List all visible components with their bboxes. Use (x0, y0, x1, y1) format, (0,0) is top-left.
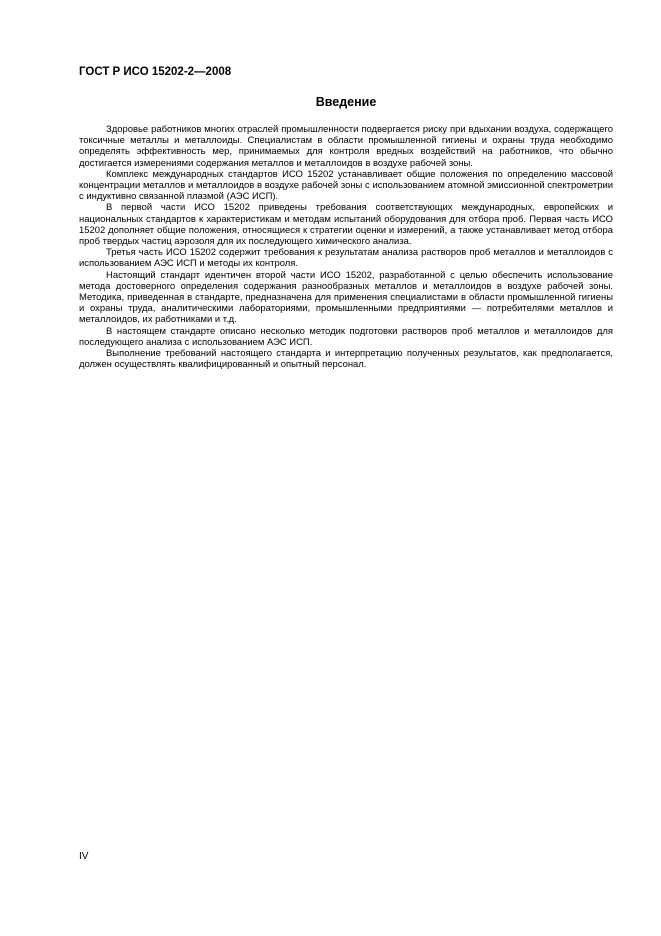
paragraph: Настоящий стандарт идентичен второй части ИСО 15202, разработанной с целью обеспечить использование метода достоверного определения содержания разнообразных металлов и металлоидов в воздухе рабочей зоны. Методика, приведенная в стандарте, предназначена для применения специалистами в области промышленной гигиены и охраны труда, аналитическими лабораториями, промышленными предприятиями — потребителями металлов и металлоидов, их работниками и т.д. (79, 269, 613, 326)
paragraph: Выполнение требований настоящего стандарта и интерпретацию полученных результатов, как предполагается, должен осуществлять квалифицированный и опытный персонал. (79, 348, 613, 371)
body-text (79, 124, 613, 370)
paragraph: Третья часть ИСО 15202 содержит требования к результатам анализа растворов проб металлов и металлоидов с использованием АЭС ИСП и методы их контроля. (79, 247, 613, 270)
page-number: IV (79, 851, 89, 862)
paragraph: Комплекс международных стандартов ИСО 15202 устанавливает общие положения по определению массовой концентрации металлов и металлоидов в воздухе рабочей зоны с использованием атомной эмиссионной спектрометрии с индуктивно связанной плазмой (АЭС ИСП). (79, 168, 613, 203)
document-header: ГОСТ Р ИСО 15202-2—2008 (79, 66, 232, 78)
paragraph: В первой части ИСО 15202 приведены требования соответствующих международных, европейских и национальных стандартов к характеристикам и методам испытаний оборудования для отбора проб. Первая часть ИСО 15202 дополняет общие положения, относящиеся к стратегии оценки и измерений, а также устанавливает метод отбора проб твердых частиц аэрозоля для их последующего химического анализа. (79, 202, 613, 248)
section-title: Введение (315, 95, 377, 109)
paragraph: Здоровье работников многих отраслей промышленности подвергается риску при вдыхании воздуха, содержащего токсичные металлы и металлоиды. Специалистам в области промышленной гигиены и охраны труда необходимо определять эффективность мер, принимаемых для контроля вредных воздействий на работников, что обычно достигается измерениями содержания металлов и металлоидов в воздухе рабочей зоны. (79, 124, 613, 169)
paragraph: В настоящем стандарте описано несколько методик подготовки растворов проб металлов и металлоидов для последующего анализа с использованием АЭС ИСП. (79, 325, 613, 348)
